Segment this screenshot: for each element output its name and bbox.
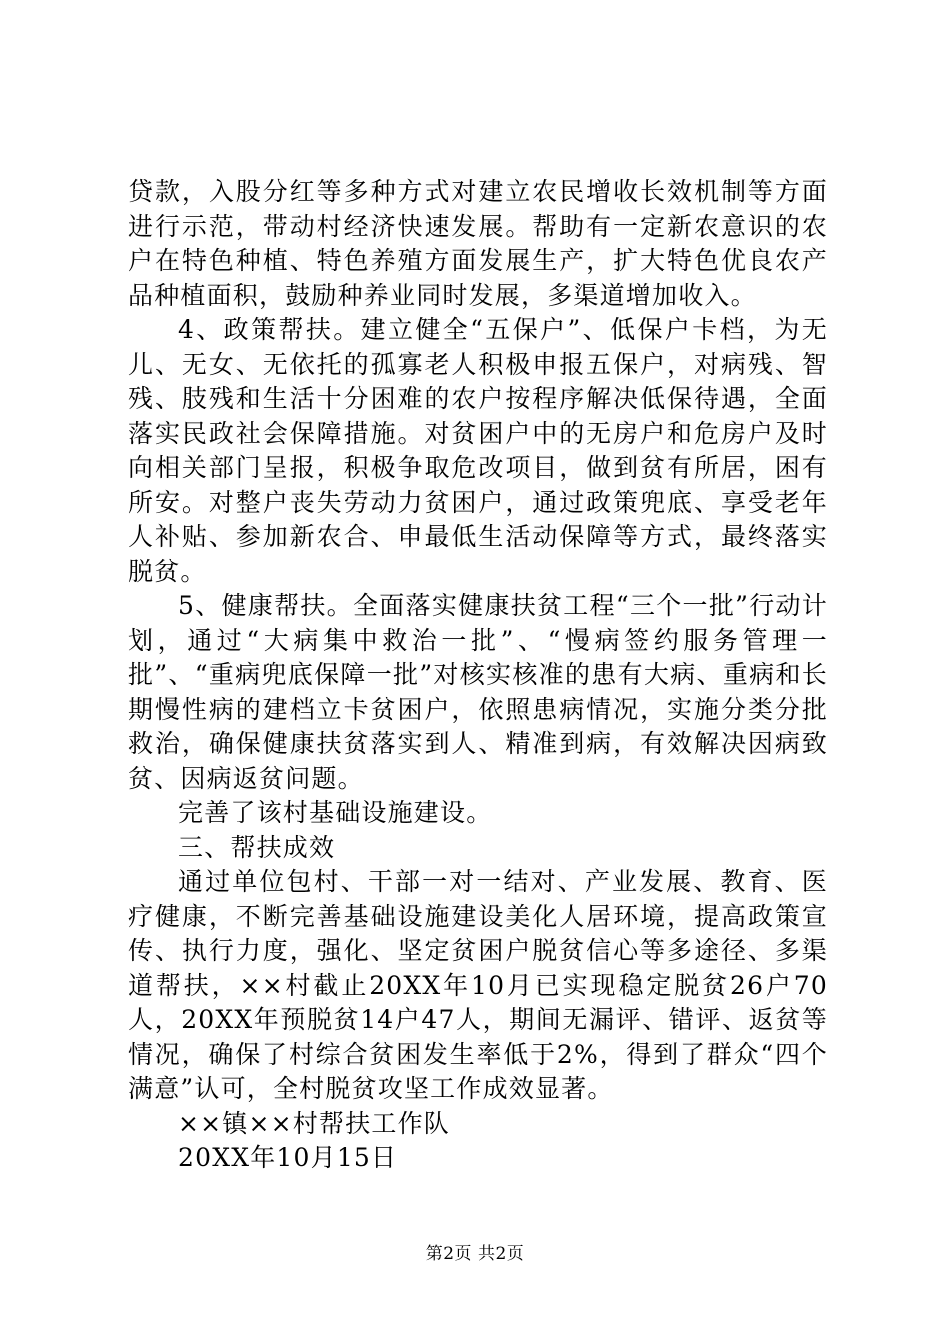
page-footer	[0, 1243, 950, 1265]
signature-team: ××镇××村帮扶工作队	[178, 1108, 450, 1138]
paragraph-results: 通过单位包村、干部一对一结对、产业发展、教育、医疗健康，不断完善基础设施建设美化人居环境，提高政策宣传、执行力度，强化、坚定贫困户脱贫信心等多途径、多渠道帮扶，××村截止20XX年10月已实现稳定脱贫26户70人，20XX年预脱贫14户47人，期间无漏评、错评、返贫等情况，确保了村综合贫困发生率低于2%，得到了群众“四个满意”认可，全村脱贫攻坚工作成效显著。	[128, 867, 828, 1103]
paragraph-infrastructure: 完善了该村基础设施建设。	[178, 798, 493, 827]
paragraph-health-assistance: 5、健康帮扶。全面落实健康扶贫工程“三个一批”行动计划，通过“大病集中救治一批”、“慢病签约服务管理一批”、“重病兜底保障一批”对核实核准的患有大病、重病和长期慢性病的建档立卡贫困户，依照患病情况，实施分类分批救治，确保健康扶贫落实到人、精准到病，有效解决因病致贫、因病返贫问题。	[128, 591, 828, 793]
section-heading-results: 三、帮扶成效	[178, 832, 336, 862]
paragraph-policy-assistance: 4、政策帮扶。建立健全“五保户”、低保户卡档，为无儿、无女、无依托的孤寡老人积极申报五保户，对病残、智残、肢残和生活十分困难的农户按程序解决低保待遇，全面落实民政社会保障措施。对贫困户中的无房户和危房户及时向相关部门呈报，积极争取危改项目，做到贫有所居，困有所安。对整户丧失劳动力贫困户，通过政策兜底、享受老年人补贴、参加新农合、申最低生活动保障等方式，最终落实脱贫。	[128, 315, 828, 586]
document-body	[128, 175, 828, 1176]
paragraph-continuation: 贷款，入股分红等多种方式对建立农民增收长效机制等方面进行示范，带动村经济快速发展。帮助有一定新农意识的农户在特色种植、特色养殖方面发展生产，扩大特色优良农产品种植面积，鼓励种养业同时发展，多渠道增加收入。	[128, 177, 828, 310]
page-number-label: 第2页 共2页	[425, 1244, 525, 1264]
signature-date: 20XX年10月15日	[178, 1143, 398, 1172]
